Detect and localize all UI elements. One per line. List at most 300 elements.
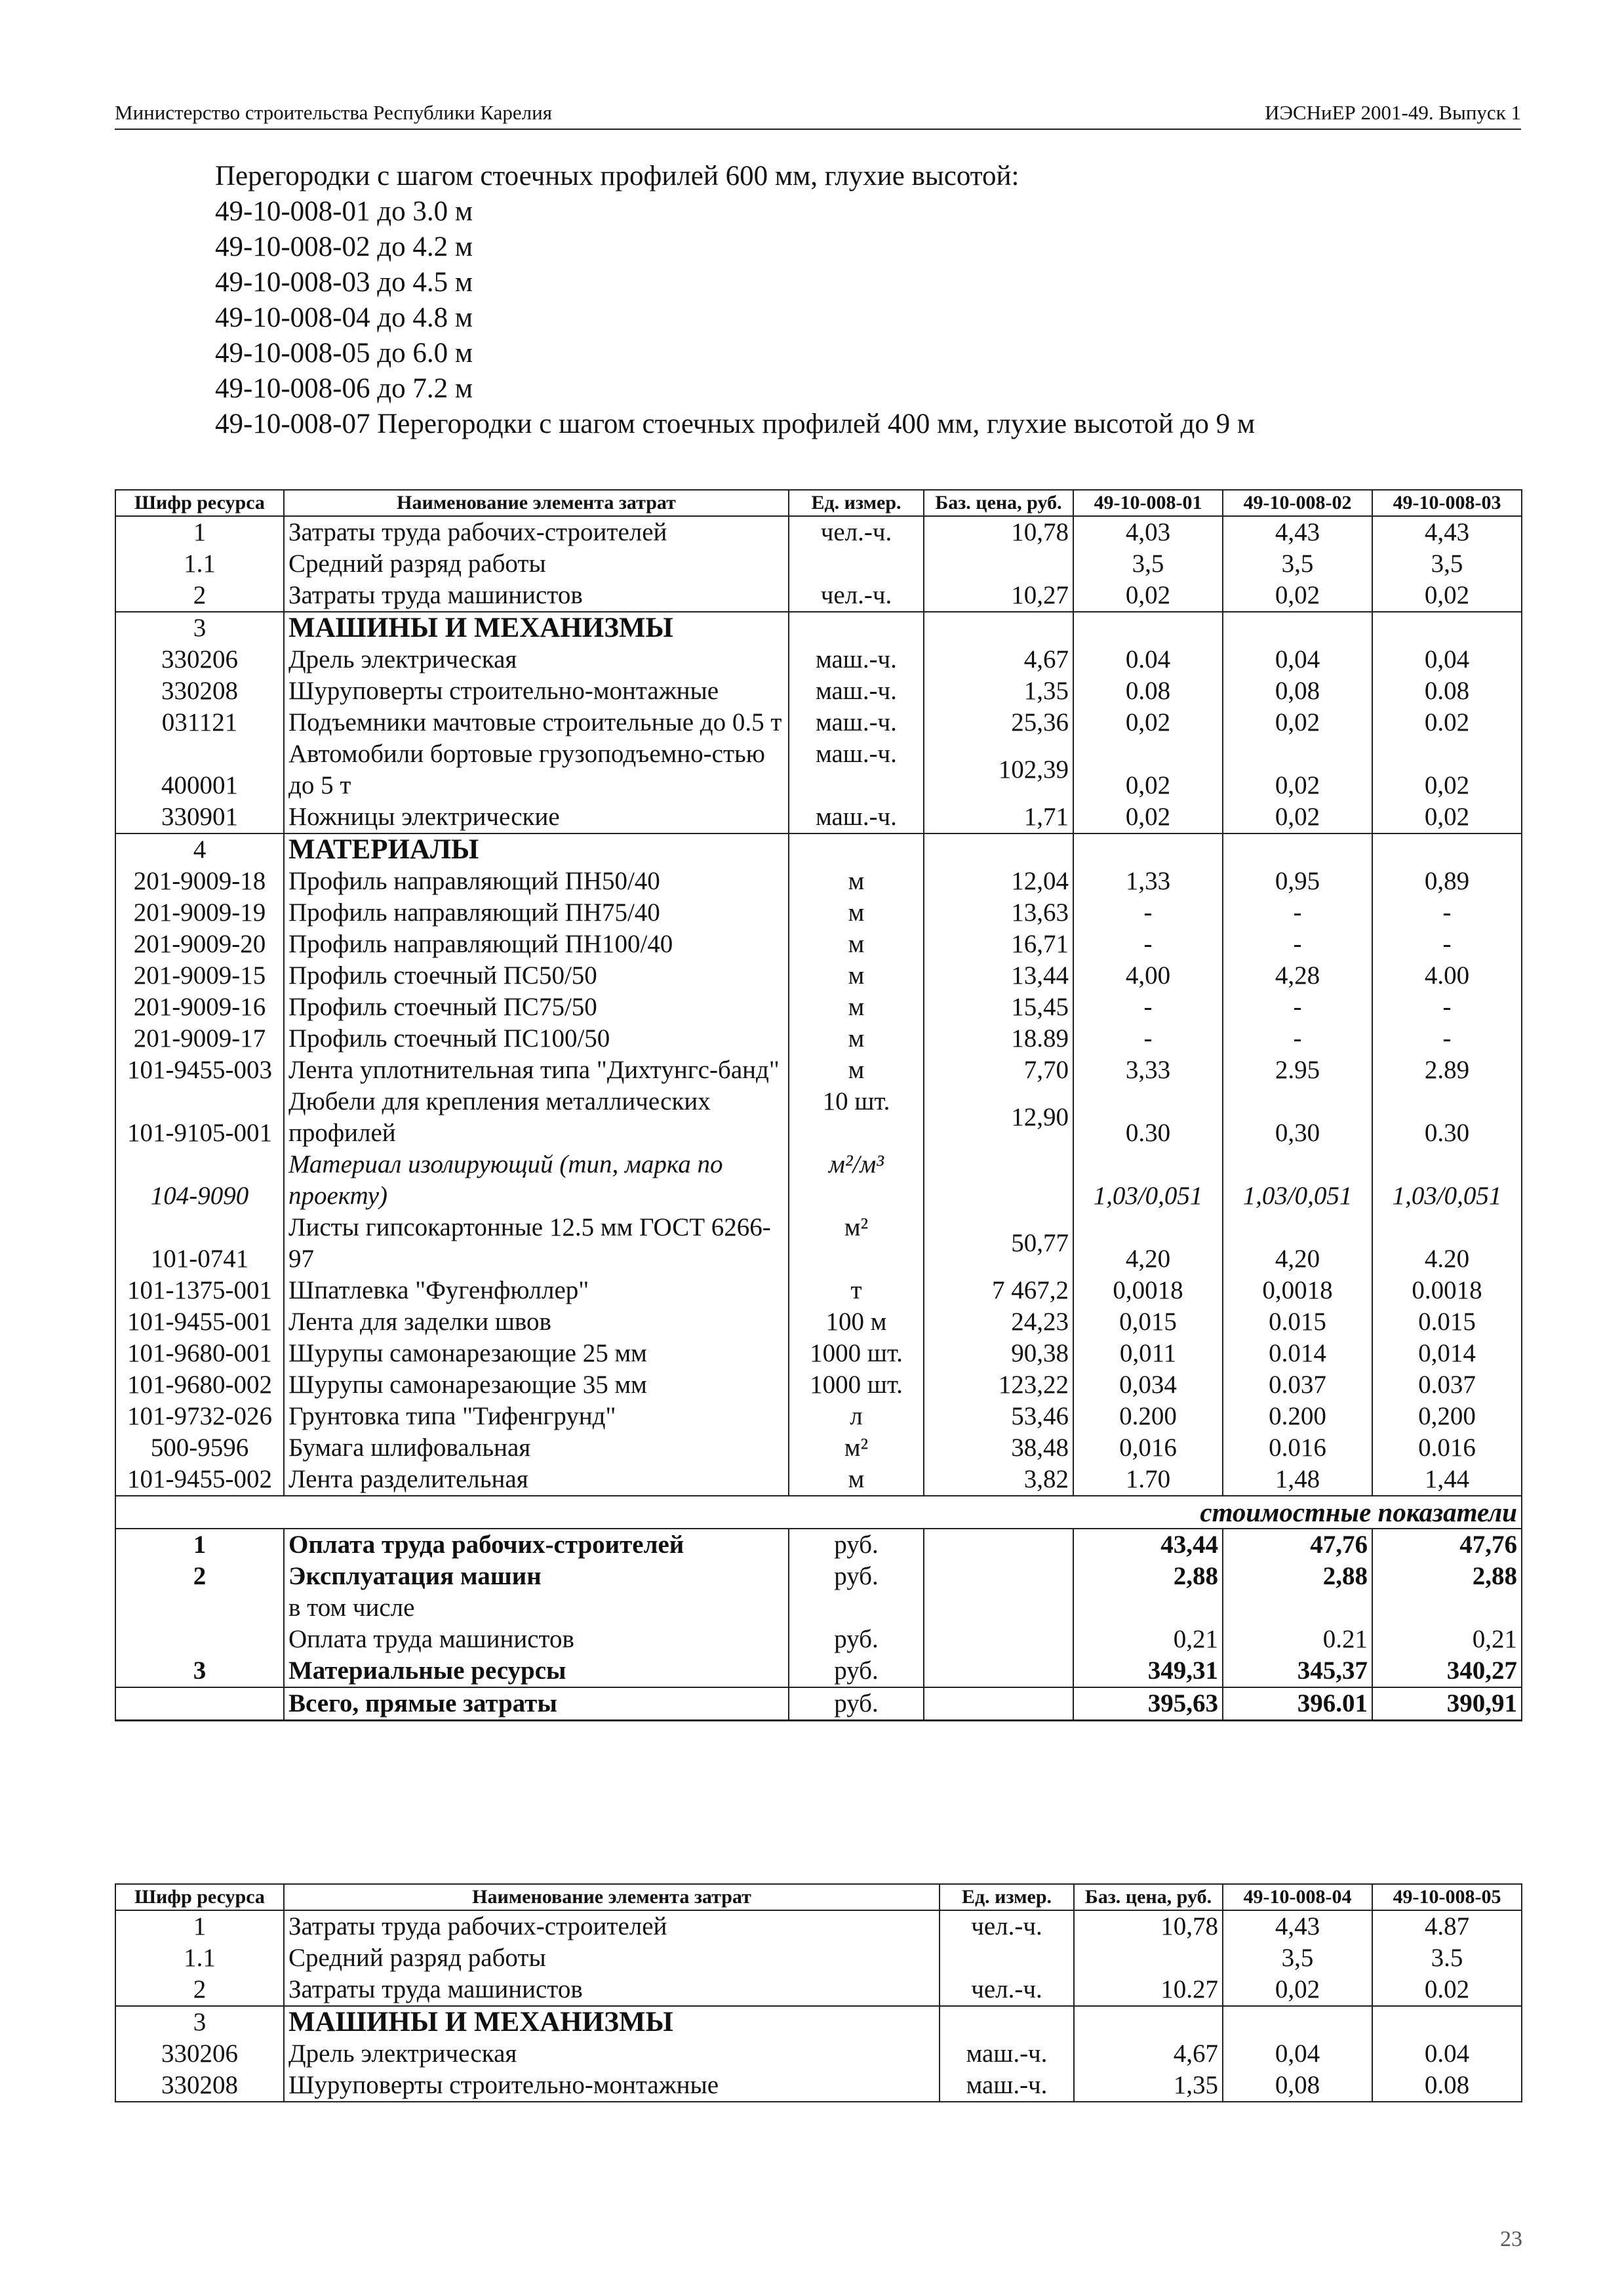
table-row bbox=[115, 1942, 1522, 1974]
cell-price: 38,48 bbox=[924, 1432, 1073, 1464]
table-row bbox=[115, 1432, 1522, 1464]
cell-name: Затраты труда рабочих-строителей bbox=[284, 1910, 940, 1942]
cell-code: 2 bbox=[115, 580, 284, 612]
cell-unit bbox=[789, 1592, 924, 1624]
header-document-id: ИЭСНиЕР 2001-49. Выпуск 1 bbox=[1265, 101, 1521, 124]
table-row bbox=[115, 1023, 1522, 1054]
cell-code: 330206 bbox=[115, 644, 284, 675]
cell-name: Лента для заделки швов bbox=[284, 1306, 789, 1338]
cell-price bbox=[1074, 1942, 1223, 1974]
cell-unit: м bbox=[789, 866, 924, 897]
cell-code: 330901 bbox=[115, 801, 284, 833]
cell-name: Затраты труда рабочих-строителей bbox=[284, 516, 789, 548]
cell-value: 0,014 bbox=[1372, 1338, 1522, 1369]
cell-value: - bbox=[1223, 992, 1372, 1023]
cell-unit: л bbox=[789, 1401, 924, 1432]
cell-value: 0,02 bbox=[1073, 738, 1223, 801]
cell-unit: м bbox=[789, 897, 924, 929]
cell-unit: маш.-ч. bbox=[789, 738, 924, 801]
table-row bbox=[115, 1974, 1522, 2006]
cell-value: 0,02 bbox=[1372, 580, 1522, 612]
cell-price bbox=[924, 548, 1073, 580]
cell-name: Лента разделительная bbox=[284, 1464, 789, 1496]
table-row bbox=[115, 1910, 1522, 1942]
cell-code: 201-9009-16 bbox=[115, 992, 284, 1023]
table-row bbox=[115, 2006, 1522, 2038]
cell-value: - bbox=[1372, 992, 1522, 1023]
table-row bbox=[115, 707, 1522, 738]
table-row bbox=[115, 516, 1522, 548]
cell-value: 0.0018 bbox=[1372, 1275, 1522, 1306]
cell-value: 0.30 bbox=[1073, 1086, 1223, 1149]
cell-value: 0,011 bbox=[1073, 1338, 1223, 1369]
cell-unit: руб. bbox=[789, 1655, 924, 1687]
cell-value: 0,016 bbox=[1073, 1432, 1223, 1464]
cell-price: 12,90 bbox=[924, 1086, 1073, 1149]
cell-value: 0.200 bbox=[1073, 1401, 1223, 1432]
cell-code: 201-9009-17 bbox=[115, 1023, 284, 1054]
cell-value: 3,5 bbox=[1073, 548, 1223, 580]
cell-value: 1,44 bbox=[1372, 1464, 1522, 1496]
cell-value bbox=[1073, 1592, 1223, 1624]
cell-unit bbox=[940, 2006, 1074, 2038]
cell-code bbox=[115, 1624, 284, 1655]
cost-row bbox=[115, 1592, 1522, 1624]
table-row bbox=[115, 1149, 1522, 1212]
cell-value: 4,00 bbox=[1073, 960, 1223, 992]
cell-name: Шпатлевка "Фугенфюллер" bbox=[284, 1275, 789, 1306]
cell-name: Профиль стоечный ПС75/50 bbox=[284, 992, 789, 1023]
cell-value: 345,37 bbox=[1223, 1655, 1372, 1687]
intro-line: 49-10-008-02 до 4.2 м bbox=[215, 231, 473, 262]
cell-name: Шурупы самонарезающие 35 мм bbox=[284, 1369, 789, 1401]
intro-text bbox=[215, 159, 1255, 442]
cell-value: - bbox=[1223, 929, 1372, 960]
cell-unit bbox=[940, 1942, 1074, 1974]
cell-unit: чел.-ч. bbox=[789, 516, 924, 548]
cell-code: 3 bbox=[115, 2006, 284, 2038]
cell-price: 7 467,2 bbox=[924, 1275, 1073, 1306]
cell-name: Грунтовка типа "Тифенгрунд" bbox=[284, 1401, 789, 1432]
cell-code: 101-9455-001 bbox=[115, 1306, 284, 1338]
cell-price: 90,38 bbox=[924, 1338, 1073, 1369]
col-header-unit: Ед. измер. bbox=[940, 1884, 1074, 1910]
cell-price: 50,77 bbox=[924, 1212, 1073, 1275]
cell-value: - bbox=[1372, 929, 1522, 960]
cell-code: 330208 bbox=[115, 675, 284, 707]
table-row bbox=[115, 1464, 1522, 1496]
cell-code: 201-9009-15 bbox=[115, 960, 284, 992]
cost-row bbox=[115, 1561, 1522, 1592]
cell-code: 2 bbox=[115, 1974, 284, 2006]
cell-value: 0.04 bbox=[1073, 644, 1223, 675]
table-row bbox=[115, 612, 1522, 644]
cell-unit: маш.-ч. bbox=[940, 2038, 1074, 2070]
cost-section-title: стоимостные показатели bbox=[115, 1496, 1522, 1529]
cell-unit: руб. bbox=[789, 1529, 924, 1561]
cell-price bbox=[924, 833, 1073, 866]
table-row bbox=[115, 960, 1522, 992]
cell-unit: маш.-ч. bbox=[789, 675, 924, 707]
cell-value bbox=[1372, 1592, 1522, 1624]
cell-value: 0,08 bbox=[1223, 675, 1372, 707]
cell-unit bbox=[789, 833, 924, 866]
cell-value: 0,200 bbox=[1372, 1401, 1522, 1432]
cell-value: 2.89 bbox=[1372, 1054, 1522, 1086]
table-row bbox=[115, 929, 1522, 960]
cell-price bbox=[924, 1655, 1073, 1687]
cell-price bbox=[924, 1687, 1073, 1721]
table-row bbox=[115, 1275, 1522, 1306]
header-ministry: Министерство строительства Республики Карелия bbox=[115, 101, 552, 124]
cell-unit: руб. bbox=[789, 1561, 924, 1592]
cell-unit: 1000 шт. bbox=[789, 1369, 924, 1401]
cell-code: 1.1 bbox=[115, 548, 284, 580]
total-label: Всего, прямые затраты bbox=[284, 1687, 789, 1721]
cell-price bbox=[924, 612, 1073, 644]
cell-unit: м² bbox=[789, 1212, 924, 1275]
cell-value: 1,03/0,051 bbox=[1223, 1149, 1372, 1212]
cell-value: - bbox=[1372, 1023, 1522, 1054]
cell-name: Профиль направляющий ПН50/40 bbox=[284, 866, 789, 897]
cell-code: 1.1 bbox=[115, 1942, 284, 1974]
cell-value: 0,04 bbox=[1223, 644, 1372, 675]
cell-name: МАТЕРИАЛЫ bbox=[284, 833, 789, 866]
cell-price: 53,46 bbox=[924, 1401, 1073, 1432]
col-header-code: Шифр ресурса bbox=[115, 490, 284, 516]
cell-unit: чел.-ч. bbox=[940, 1974, 1074, 2006]
table-row bbox=[115, 866, 1522, 897]
cell-name: Ножницы электрические bbox=[284, 801, 789, 833]
cell-value: 1,48 bbox=[1223, 1464, 1372, 1496]
cell-name: Лента уплотнительная типа "Дихтунгс-банд" bbox=[284, 1054, 789, 1086]
cell-value bbox=[1372, 833, 1522, 866]
cell-value bbox=[1223, 833, 1372, 866]
cell-value: 3,5 bbox=[1372, 548, 1522, 580]
cell-value: 0,015 bbox=[1073, 1306, 1223, 1338]
table-row bbox=[115, 1212, 1522, 1275]
cell-value: 340,27 bbox=[1372, 1655, 1522, 1687]
col-header-norm-01: 49-10-008-01 bbox=[1073, 490, 1223, 516]
cell-value: 4,43 bbox=[1223, 1910, 1372, 1942]
cell-price: 10,78 bbox=[924, 516, 1073, 548]
cell-value: 0.02 bbox=[1372, 707, 1522, 738]
cell-price: 3,82 bbox=[924, 1464, 1073, 1496]
cell-value: 0,95 bbox=[1223, 866, 1372, 897]
cell-name: Профиль стоечный ПС100/50 bbox=[284, 1023, 789, 1054]
cell-price: 4,67 bbox=[1074, 2038, 1223, 2070]
col-header-norm-03: 49-10-008-03 bbox=[1372, 490, 1522, 516]
total-value: 396.01 bbox=[1223, 1687, 1372, 1721]
cell-name: Материальные ресурсы bbox=[284, 1655, 789, 1687]
cell-value: 3.5 bbox=[1372, 1942, 1522, 1974]
total-value: 390,91 bbox=[1372, 1687, 1522, 1721]
cell-code: 201-9009-18 bbox=[115, 866, 284, 897]
cell-code: 101-1375-001 bbox=[115, 1275, 284, 1306]
cell-value: 4.20 bbox=[1372, 1212, 1522, 1275]
cell-value: 0.037 bbox=[1372, 1369, 1522, 1401]
col-header-norm-05: 49-10-008-05 bbox=[1372, 1884, 1522, 1910]
cell-value: 0.02 bbox=[1372, 1974, 1522, 2006]
cell-value: 1,33 bbox=[1073, 866, 1223, 897]
cell-code: 101-9105-001 bbox=[115, 1086, 284, 1149]
cell-price: 12,04 bbox=[924, 866, 1073, 897]
col-header-name: Наименование элемента затрат bbox=[284, 1884, 940, 1910]
cell-price: 1,71 bbox=[924, 801, 1073, 833]
cell-name: Средний разряд работы bbox=[284, 1942, 940, 1974]
cell-price: 24,23 bbox=[924, 1306, 1073, 1338]
cell-name: Шуруповерты строительно-монтажные bbox=[284, 675, 789, 707]
cell-code: 500-9596 bbox=[115, 1432, 284, 1464]
intro-line: 49-10-008-04 до 4.8 м bbox=[215, 302, 473, 333]
cell-code: 1 bbox=[115, 1529, 284, 1561]
cell-value: 47,76 bbox=[1223, 1529, 1372, 1561]
cell-name: МАШИНЫ И МЕХАНИЗМЫ bbox=[284, 612, 789, 644]
cell-name: Профиль направляющий ПН75/40 bbox=[284, 897, 789, 929]
table-header-row bbox=[115, 490, 1522, 516]
cell-name: Эксплуатация машин bbox=[284, 1561, 789, 1592]
table-row bbox=[115, 1054, 1522, 1086]
cell-value: 3,5 bbox=[1223, 548, 1372, 580]
cell-price bbox=[924, 1592, 1073, 1624]
cell-name: в том числе bbox=[284, 1592, 789, 1624]
cell-name: Бумага шлифовальная bbox=[284, 1432, 789, 1464]
cell-unit: маш.-ч. bbox=[789, 707, 924, 738]
cell-value: 0.08 bbox=[1372, 675, 1522, 707]
table-row bbox=[115, 548, 1522, 580]
cell-name: Профиль стоечный ПС50/50 bbox=[284, 960, 789, 992]
cell-name: Листы гипсокартонные 12.5 мм ГОСТ 6266-97 bbox=[284, 1212, 789, 1275]
cell-unit: м bbox=[789, 1023, 924, 1054]
cell-code: 101-9680-001 bbox=[115, 1338, 284, 1369]
cell-price: 102,39 bbox=[924, 738, 1073, 801]
cell-code: 2 bbox=[115, 1561, 284, 1592]
table-row bbox=[115, 801, 1522, 833]
cell-value: 0.08 bbox=[1073, 675, 1223, 707]
cell-price bbox=[924, 1529, 1073, 1561]
cell-value: - bbox=[1073, 929, 1223, 960]
cell-price: 15,45 bbox=[924, 992, 1073, 1023]
cell-name: Затраты труда машинистов bbox=[284, 1974, 940, 2006]
cell-name: Дрель электрическая bbox=[284, 2038, 940, 2070]
cell-unit: чел.-ч. bbox=[940, 1910, 1074, 1942]
table-row bbox=[115, 1401, 1522, 1432]
cell-price bbox=[924, 1561, 1073, 1592]
cell-unit: м bbox=[789, 992, 924, 1023]
cell-value: 0,034 bbox=[1073, 1369, 1223, 1401]
table-row bbox=[115, 644, 1522, 675]
cell-value: 0,04 bbox=[1223, 2038, 1372, 2070]
cell-name: Автомобили бортовые грузоподъемно-стью до 5 т bbox=[284, 738, 789, 801]
cell-value: 43,44 bbox=[1073, 1529, 1223, 1561]
cell-unit: руб. bbox=[789, 1687, 924, 1721]
cell-value: 0,0018 bbox=[1223, 1275, 1372, 1306]
cell-value: 0.04 bbox=[1372, 2038, 1522, 2070]
cell-price: 18.89 bbox=[924, 1023, 1073, 1054]
cell-value: 0.037 bbox=[1223, 1369, 1372, 1401]
col-header-name: Наименование элемента затрат bbox=[284, 490, 789, 516]
cell-value: 2,88 bbox=[1223, 1561, 1372, 1592]
cost-row bbox=[115, 1624, 1522, 1655]
table-row bbox=[115, 992, 1522, 1023]
cell-unit: чел.-ч. bbox=[789, 580, 924, 612]
cell-value: 2,88 bbox=[1372, 1561, 1522, 1592]
cell-value bbox=[1073, 833, 1223, 866]
cell-name: Профиль направляющий ПН100/40 bbox=[284, 929, 789, 960]
cell-price bbox=[924, 1149, 1073, 1212]
cell-code: 101-9680-002 bbox=[115, 1369, 284, 1401]
cell-value: 0,89 bbox=[1372, 866, 1522, 897]
cell-value: 0,02 bbox=[1223, 801, 1372, 833]
resource-table-1 bbox=[115, 489, 1522, 1721]
total-row bbox=[115, 1687, 1522, 1721]
cell-code: 101-9455-002 bbox=[115, 1464, 284, 1496]
cell-value: 4,28 bbox=[1223, 960, 1372, 992]
cell-price: 10.27 bbox=[1074, 1974, 1223, 2006]
cell-value: 0.21 bbox=[1223, 1624, 1372, 1655]
cell-unit: руб. bbox=[789, 1624, 924, 1655]
cell-code: 1 bbox=[115, 1910, 284, 1942]
cell-value: 0.016 bbox=[1372, 1432, 1522, 1464]
cell-unit: 10 шт. bbox=[789, 1086, 924, 1149]
cell-value: 4,43 bbox=[1223, 516, 1372, 548]
cell-code: 101-9732-026 bbox=[115, 1401, 284, 1432]
cell-value bbox=[1073, 612, 1223, 644]
cell-value: 0,21 bbox=[1073, 1624, 1223, 1655]
col-header-unit: Ед. измер. bbox=[789, 490, 924, 516]
total-value: 395,63 bbox=[1073, 1687, 1223, 1721]
cell-value: 0.30 bbox=[1372, 1086, 1522, 1149]
table-row bbox=[115, 2070, 1522, 2102]
cell-value: 4,20 bbox=[1073, 1212, 1223, 1275]
cell-code: 330206 bbox=[115, 2038, 284, 2070]
intro-line: 49-10-008-01 до 3.0 м bbox=[215, 196, 473, 227]
cell-code bbox=[115, 1592, 284, 1624]
cell-name: Дюбели для крепления металлических профилей bbox=[284, 1086, 789, 1149]
cell-name: Шуруповерты строительно-монтажные bbox=[284, 2070, 940, 2102]
cell-code: 1 bbox=[115, 516, 284, 548]
cell-unit: маш.-ч. bbox=[940, 2070, 1074, 2102]
table-row bbox=[115, 1306, 1522, 1338]
cell-code: 104-9090 bbox=[115, 1149, 284, 1212]
cell-name: Средний разряд работы bbox=[284, 548, 789, 580]
cell-value: 0,02 bbox=[1073, 580, 1223, 612]
col-header-code: Шифр ресурса bbox=[115, 1884, 284, 1910]
cell-code: 4 bbox=[115, 833, 284, 866]
cell-code: 201-9009-19 bbox=[115, 897, 284, 929]
cell-value: 4,43 bbox=[1372, 516, 1522, 548]
cell-value: 2.95 bbox=[1223, 1054, 1372, 1086]
cell-value: 0,02 bbox=[1073, 801, 1223, 833]
cell-value: 1.70 bbox=[1073, 1464, 1223, 1496]
cell-code bbox=[115, 1687, 284, 1721]
cell-name: Затраты труда машинистов bbox=[284, 580, 789, 612]
cell-value: 0.014 bbox=[1223, 1338, 1372, 1369]
cell-unit: м bbox=[789, 929, 924, 960]
cell-price bbox=[1074, 2006, 1223, 2038]
table-row bbox=[115, 1338, 1522, 1369]
cell-unit: м bbox=[789, 960, 924, 992]
running-header bbox=[115, 98, 1521, 130]
cell-unit: м² bbox=[789, 1432, 924, 1464]
cell-price: 16,71 bbox=[924, 929, 1073, 960]
table-row bbox=[115, 897, 1522, 929]
cell-value bbox=[1223, 1592, 1372, 1624]
intro-line: 49-10-008-05 до 6.0 м bbox=[215, 338, 473, 369]
cell-price: 10,78 bbox=[1074, 1910, 1223, 1942]
cell-price: 123,22 bbox=[924, 1369, 1073, 1401]
cell-value: 0.015 bbox=[1223, 1306, 1372, 1338]
intro-line: 49-10-008-03 до 4.5 м bbox=[215, 267, 473, 298]
cell-value: 4,20 bbox=[1223, 1212, 1372, 1275]
intro-line: Перегородки с шагом стоечных профилей 600 мм, глухие высотой: bbox=[215, 161, 1020, 191]
resource-table-2 bbox=[115, 1883, 1522, 2102]
cell-unit: м²/м³ bbox=[789, 1149, 924, 1212]
cell-name: Подъемники мачтовые строительные до 0.5 т bbox=[284, 707, 789, 738]
cell-code: 201-9009-20 bbox=[115, 929, 284, 960]
cell-value: - bbox=[1372, 897, 1522, 929]
cell-price: 7,70 bbox=[924, 1054, 1073, 1086]
cell-price: 13,63 bbox=[924, 897, 1073, 929]
cell-value: 0,02 bbox=[1223, 580, 1372, 612]
cell-value: 0,30 bbox=[1223, 1086, 1372, 1149]
cell-value: 349,31 bbox=[1073, 1655, 1223, 1687]
cell-value: 2,88 bbox=[1073, 1561, 1223, 1592]
cell-price: 4,67 bbox=[924, 644, 1073, 675]
table-row bbox=[115, 1086, 1522, 1149]
cell-value: 0,04 bbox=[1372, 644, 1522, 675]
cell-unit: маш.-ч. bbox=[789, 801, 924, 833]
cell-value: 0,0018 bbox=[1073, 1275, 1223, 1306]
cell-name: Материал изолирующий (тип, марка по проекту) bbox=[284, 1149, 789, 1212]
cell-value: - bbox=[1073, 1023, 1223, 1054]
col-header-price: Баз. цена, руб. bbox=[924, 490, 1073, 516]
cell-price: 25,36 bbox=[924, 707, 1073, 738]
cell-value: - bbox=[1223, 897, 1372, 929]
col-header-norm-04: 49-10-008-04 bbox=[1223, 1884, 1372, 1910]
page-number: 23 bbox=[1500, 2227, 1522, 2251]
cost-row bbox=[115, 1529, 1522, 1561]
cost-row bbox=[115, 1655, 1522, 1687]
table-row bbox=[115, 675, 1522, 707]
cell-code: 031121 bbox=[115, 707, 284, 738]
cell-price: 10,27 bbox=[924, 580, 1073, 612]
table-row bbox=[115, 1369, 1522, 1401]
cost-section-header bbox=[115, 1496, 1522, 1529]
cell-unit: м bbox=[789, 1054, 924, 1086]
cell-name: Шурупы самонарезающие 25 мм bbox=[284, 1338, 789, 1369]
cell-value: 0.200 bbox=[1223, 1401, 1372, 1432]
cell-value bbox=[1223, 2006, 1372, 2038]
cell-unit bbox=[789, 548, 924, 580]
cell-unit: м bbox=[789, 1464, 924, 1496]
cell-value: 0,21 bbox=[1372, 1624, 1522, 1655]
cell-value: 0,02 bbox=[1073, 707, 1223, 738]
cell-value: 0,08 bbox=[1223, 2070, 1372, 2102]
table-row bbox=[115, 580, 1522, 612]
cell-value bbox=[1372, 612, 1522, 644]
cell-value: - bbox=[1073, 897, 1223, 929]
cell-name: Оплата труда рабочих-строителей bbox=[284, 1529, 789, 1561]
cell-value: 1,03/0,051 bbox=[1372, 1149, 1522, 1212]
cell-value: 0.08 bbox=[1372, 2070, 1522, 2102]
cell-value: 0.016 bbox=[1223, 1432, 1372, 1464]
cell-value: 4.87 bbox=[1372, 1910, 1522, 1942]
cell-value: 1,03/0,051 bbox=[1073, 1149, 1223, 1212]
cell-price bbox=[924, 1624, 1073, 1655]
cell-code: 3 bbox=[115, 612, 284, 644]
cell-name: МАШИНЫ И МЕХАНИЗМЫ bbox=[284, 2006, 940, 2038]
